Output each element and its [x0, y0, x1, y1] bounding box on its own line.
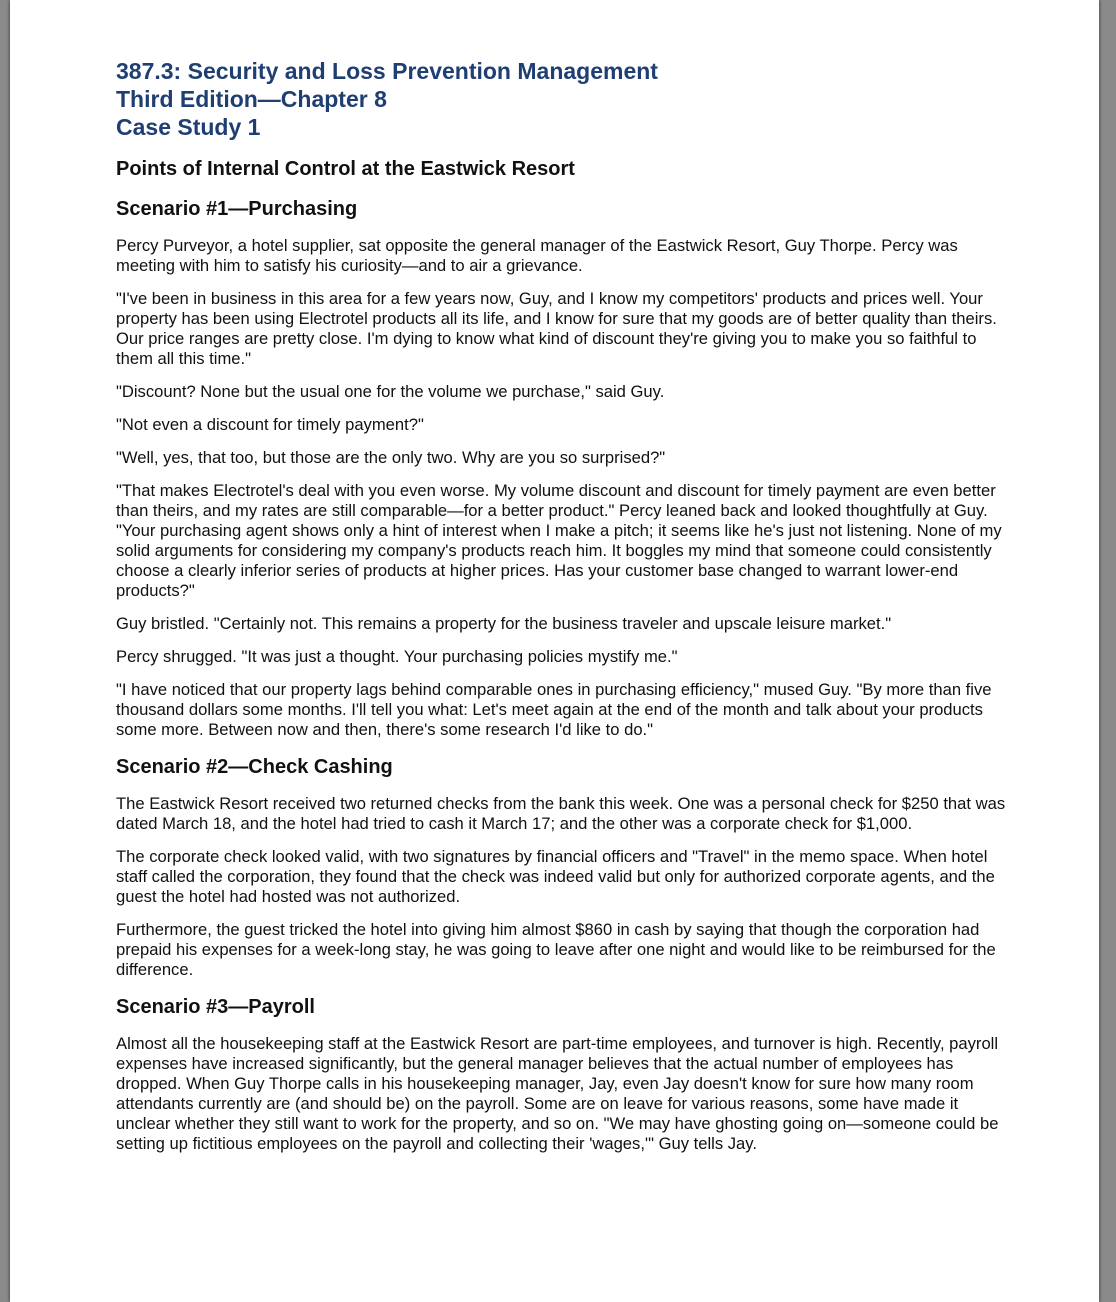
document-page: [10, 0, 1099, 1302]
paragraph: The corporate check looked valid, with two signatures by financial officers and "Travel" in the memo space. When hotel staff called the corporation, they found that the check was indeed valid but only for authorized corporate agents, and the guest the hotel had hosted was not authorized.: [116, 847, 995, 906]
paragraph: "Not even a discount for timely payment?": [116, 415, 424, 434]
case-study-label: Case Study 1: [116, 114, 261, 140]
paragraph: The Eastwick Resort received two returned checks from the bank this week. One was a personal check for $250 that was dated March 18, and the hotel had tried to cash it March 17; and the other was a corporate check for $1,000.: [116, 794, 1006, 833]
scenario-heading: Scenario #3—Payroll: [116, 996, 315, 1018]
document-title: [116, 57, 1006, 141]
scenario-check-cashing: [116, 754, 1006, 980]
scenario-payroll: [116, 994, 1006, 1154]
paragraph: "Well, yes, that too, but those are the only two. Why are you so surprised?": [116, 448, 666, 467]
document-heading: Points of Internal Control at the Eastwick Resort: [116, 158, 575, 180]
course-title: 387.3: Security and Loss Prevention Management: [116, 58, 658, 84]
edition-chapter: Third Edition—Chapter 8: [116, 86, 387, 112]
paragraph: Percy shrugged. "It was just a thought. Your purchasing policies mystify me.": [116, 647, 678, 666]
paragraph: Almost all the housekeeping staff at the Eastwick Resort are part-time employees, and turnover is high. Recently, payroll expenses have increased significantly, but the general manager believes that the actual number of employees has dropped. When Guy Thorpe calls in his housekeeping manager, Jay, even Jay doesn't know for sure how many room attendants currently are (and should be) on the payroll. Some are on leave for various reasons, some have made it unclear whether they still want to work for the property, and so on. "We may have ghosting going on—someone could be setting up fictitious employees on the payroll and collecting their 'wages,'" Guy tells Jay.: [116, 1034, 999, 1153]
paragraph: "Discount? None but the usual one for the volume we purchase," said Guy.: [116, 382, 665, 401]
page-content: [116, 57, 1006, 1154]
scenario-heading: Scenario #1—Purchasing: [116, 198, 358, 220]
scenario-heading: Scenario #2—Check Cashing: [116, 756, 393, 778]
paragraph: "I have noticed that our property lags behind comparable ones in purchasing efficiency," mused Guy. "By more than five thousand dollars some months. I'll tell you what: Let's meet again at the end of the month and talk about your products some more. Between now and then, there's some research I'd like to do.": [116, 680, 992, 739]
paragraph: Furthermore, the guest tricked the hotel into giving him almost $860 in cash by saying that though the corporation had prepaid his expenses for a week-long stay, he was going to leave after one night and would like to be reimbursed for the difference.: [116, 920, 996, 979]
paragraph: "That makes Electrotel's deal with you even worse. My volume discount and discount for timely payment are even better than theirs, and my rates are still comparable—for a better product." Percy leaned back and looked thoughtfully at Guy. "Your purchasing agent shows only a hint of interest when I make a pitch; it seems like he's just not listening. None of my solid arguments for considering my company's products reach him. It boggles my mind that someone could consistently choose a clearly inferior series of products at higher prices. Has your customer base changed to warrant lower-end products?": [116, 481, 1002, 600]
scenario-purchasing: [116, 196, 1006, 740]
paragraph: Percy Purveyor, a hotel supplier, sat opposite the general manager of the Eastwick Resort, Guy Thorpe. Percy was meeting with him to satisfy his curiosity—and to air a grievance.: [116, 236, 958, 275]
paragraph: Guy bristled. "Certainly not. This remains a property for the business traveler and upscale leisure market.": [116, 614, 892, 633]
paragraph: "I've been in business in this area for a few years now, Guy, and I know my competitors' products and prices well. Your property has been using Electrotel products all its life, and I know for sure that my goods are of better quality than theirs. Our price ranges are pretty close. I'm dying to know what kind of discount they're giving you to make you so faithful to them all this time.": [116, 289, 997, 368]
